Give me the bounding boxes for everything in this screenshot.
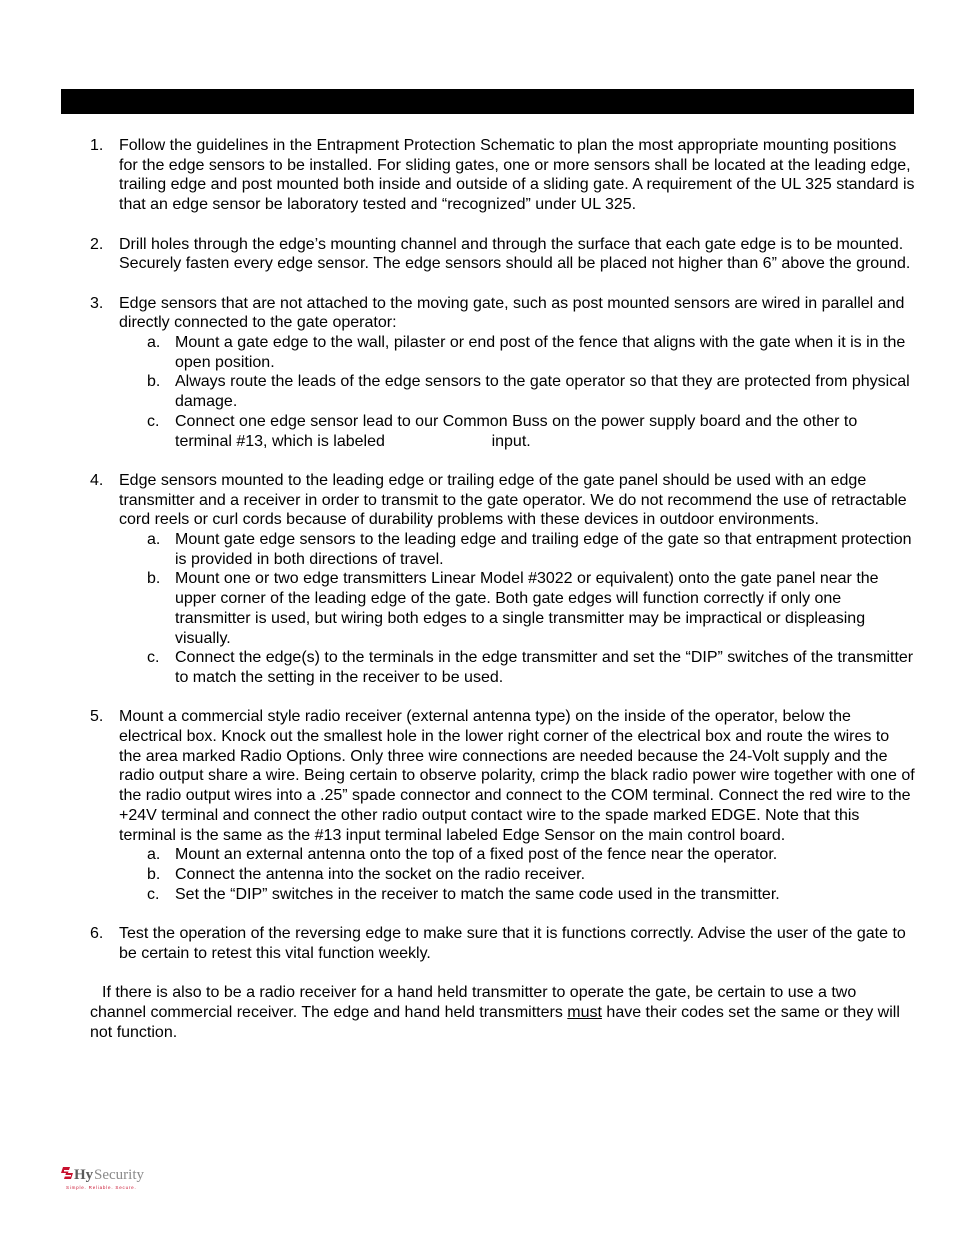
sub-letter: b. <box>147 373 161 391</box>
sub-letter: b. <box>147 865 161 883</box>
step-number: 2. <box>90 235 104 253</box>
sub-text: Mount an external antenna onto the top of a fixed post of the fence near the operator. <box>175 846 778 864</box>
sub-item <box>119 648 915 687</box>
sub-letter: a. <box>147 334 161 351</box>
step-number: 1. <box>90 137 104 154</box>
sub-letter: c. <box>147 649 160 667</box>
step-number: 3. <box>90 294 104 312</box>
step-text: Test the operation of the reversing edge to make sure that it is functions correctly. Advise the user of the gate to be certain to retest this vital function weekly. <box>119 925 906 962</box>
sub-letter: c. <box>147 885 160 903</box>
sub-list <box>119 845 915 904</box>
hysecurity-logo-graphic <box>61 1164 161 1192</box>
step-number: 4. <box>90 471 104 489</box>
sub-text: Connect the edge(s) to the terminals in the edge transmitter and set the “DIP” switches of the transmitter to match the setting in the receiver to be used. <box>175 649 914 686</box>
step-2 <box>90 235 915 274</box>
sub-text: Connect one edge sensor lead to our Common Buss on the power supply board and the other to terminal #13, which is labeled input. <box>175 412 862 450</box>
step-text: Follow the guidelines in the Entrapment Protection Schematic to plan the most appropriate mounting positions for the edge sensors to be installed. For sliding gates, one or more sensors shall be located at the leading edge, trailing edge and post mounted both inside and outside of a sliding gate. A requirement of the UL 325 standard is that an edge sensor be laboratory tested and “recognized” under UL 325. <box>119 137 915 214</box>
sub-letter: c. <box>147 412 160 430</box>
step-text: Edge sensors that are not attached to the moving gate, such as post mounted sensors are wired in parallel and directly connected to the gate operator: <box>119 294 905 332</box>
step-text: Drill holes through the edge’s mounting channel and through the surface that each gate edge is to be mounted. Securely fasten every edge sensor. The edge sensors should all be placed not higher than 6” above the ground. <box>119 235 911 273</box>
step-3 <box>90 294 915 452</box>
note-text: If there is also to be a radio receiver for a hand held transmitter to operate the gate, be certain to use a two channel commercial receiver. The edge and hand held transmitters <box>90 984 857 1021</box>
step-number: 6. <box>90 925 104 943</box>
step-6 <box>90 924 915 963</box>
instruction-list <box>90 136 915 963</box>
sub-text: Mount a gate edge to the wall, pilaster or end post of the fence that aligns with the gate when it is in the open position. <box>175 334 906 371</box>
logo-mark-icon <box>61 1167 73 1179</box>
note-text-end: have their codes set the same or they will not function. <box>90 1003 900 1041</box>
sub-text: Mount one or two edge transmitters Linear Model #3022 or equivalent) onto the gate panel near the upper corner of the leading edge of the gate. Both gate edges will function correctly if only one transmitter is used, but wiring both edges to a single transmitter may be impractical or displeasing visually. <box>175 570 879 647</box>
sub-list <box>119 530 915 688</box>
hysecurity-logo <box>61 1164 161 1192</box>
note-emphasis: must <box>567 1003 602 1021</box>
section-header-bar <box>61 89 914 114</box>
svg-text:Security: Security <box>94 1167 144 1183</box>
sub-item <box>119 412 915 451</box>
step-4 <box>90 471 915 688</box>
sub-text: Set the “DIP” switches in the receiver to match the same code used in the transmitter. <box>175 885 780 903</box>
sub-text: Mount gate edge sensors to the leading edge and trailing edge of the gate so that entrapment protection is provided in both directions of travel. <box>175 531 912 568</box>
sub-letter: a. <box>147 531 161 549</box>
step-1 <box>90 136 915 215</box>
step-text: Mount a commercial style radio receiver (external antenna type) on the inside of the operator, below the electrical box. Knock out the smallest hole in the lower right corner of the electrical box and route the wires to the area marked Radio Options. Only three wire connections are needed because the 24-Volt supply and the radio output share a wire. Being certain to observe polarity, crimp the black radio power wire together with one of the radio output wires into a .25” spade connector and connect to the COM terminal. Connect the red wire to the +24V terminal and connect the other radio output contact wire to the spade marked EDGE. Note that this terminal is the same as the #13 input terminal labeled Edge Sensor on the main control board. <box>119 708 915 844</box>
closing-note <box>90 983 915 1042</box>
sub-list <box>119 333 915 451</box>
sub-item <box>119 372 915 411</box>
sub-item <box>119 865 915 885</box>
sub-text: Always route the leads of the edge sensors to the gate operator so that they are protected from physical damage. <box>175 373 910 411</box>
sub-text: Connect the antenna into the socket on the radio receiver. <box>175 865 586 883</box>
sub-item <box>119 845 915 865</box>
sub-item <box>119 569 915 648</box>
sub-item <box>119 885 915 905</box>
document-body <box>90 136 915 1042</box>
sub-item <box>119 333 915 372</box>
svg-text:Simple. Reliable. Secure.: Simple. Reliable. Secure. <box>66 1185 137 1190</box>
step-number: 5. <box>90 708 104 726</box>
sub-letter: a. <box>147 846 161 864</box>
sub-letter: b. <box>147 570 161 588</box>
step-text: Edge sensors mounted to the leading edge or trailing edge of the gate panel should be used with an edge transmitter and a receiver in order to transmit to the gate operator. We do not recommend the use of retractable cord reels or curl cords because of durability problems with these devices in outdoor environments. <box>119 471 907 529</box>
svg-text:Hy: Hy <box>74 1167 94 1183</box>
sub-item <box>119 530 915 569</box>
step-5 <box>90 707 915 904</box>
